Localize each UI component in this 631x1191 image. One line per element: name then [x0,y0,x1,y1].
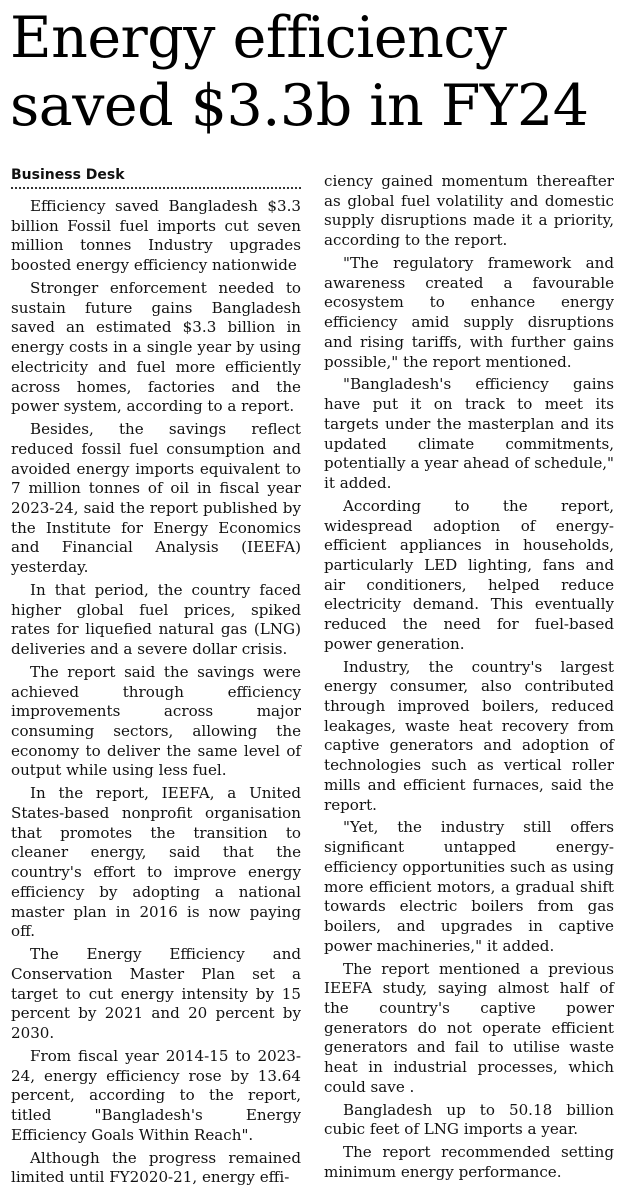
paragraph: Industry, the country's largest energy consumer, also contributed through improved boilers, reduced leakages, waste heat recovery from captive generators and adoption of technologies such as vertical roller mills and efficient furnaces, said the report. [324,657,614,814]
paragraph: Besides, the savings reflect reduced fossil fuel consumption and avoided energy imports equivalent to 7 million tonnes of oil in fiscal year 2023-24, said the report published by the Institute for Energy Economics and Financial Analysis (IEEFA) yesterday. [11,420,301,577]
article-column-left [11,166,301,1191]
paragraph: In the report, IEEFA, a United States-based nonprofit organisation that promotes the transition to cleaner energy, said that the country's effort to improve energy efficiency by adopting a national master plan in 2016 is now paying off. [11,784,301,941]
byline: Business Desk [11,166,301,189]
paragraph: "Bangladesh's efficiency gains have put it on track to meet its targets under the masterplan and its updated climate commitments, potentially a year ahead of schedule," it added. [324,375,614,492]
paragraph: Bangladesh up to 50.18 billion cubic feet of LNG imports a year. [324,1100,614,1139]
paragraph-continuation: ciency gained momentum thereafter as global fuel volatility and domestic supply disruptions made it a priority, according to the report. [324,172,614,250]
paragraph: Stronger enforcement needed to sustain future gains Bangladesh saved an estimated $3.3 billion in energy costs in a single year by using electricity and fuel more efficiently across homes, factories and the power system, according to a report. [11,279,301,416]
paragraph: According to the report, widespread adoption of energy-efficient appliances in households, particularly LED lighting, fans and air conditioners, helped reduce electricity demand. This eventually reduced the need for fuel-based power generation. [324,496,614,653]
headline-line-1: Energy efficiency [10,5,507,71]
paragraph: Efficiency saved Bangladesh $3.3 billion Fossil fuel imports cut seven million tonnes Industry upgrades boosted energy efficiency nationwide [11,197,301,275]
paragraph: The report mentioned a previous IEEFA study, saying almost half of the country's captive power generators do not operate efficient generators and fail to utilise waste heat in industrial processes, which could save . [324,959,614,1096]
paragraph: The report recommended setting minimum energy performance. [324,1143,614,1181]
headline-line-2: saved $3.3b in FY24 [10,73,589,139]
paragraph: The report said the savings were achieved through efficiency improvements across major consuming sectors, allowing the economy to deliver the same level of output while using less fuel. [11,662,301,780]
paragraph: From fiscal year 2014-15 to 2023-24, energy efficiency rose by 13.64 percent, according to the report, titled "Bangladesh's Energy Efficiency Goals Within Reach". [11,1046,301,1144]
paragraph: In that period, the country faced higher global fuel prices, spiked rates for liquefied natural gas (LNG) deliveries and a severe dollar crisis. [11,580,301,659]
headline [10,4,625,140]
article-column-right [324,172,614,1186]
paragraph: Although the progress remained limited until FY2020-21, energy effi- [11,1148,301,1187]
paragraph: "The regulatory framework and awareness created a favourable ecosystem to enhance energy efficiency amid supply disruptions and rising tariffs, with further gains possible," the report mentioned. [324,254,614,371]
paragraph: The Energy Efficiency and Conservation Master Plan set a target to cut energy intensity by 15 percent by 2021 and 20 percent by 2030. [11,945,301,1042]
paragraph: "Yet, the industry still offers significant untapped energy-efficiency opportunities such as using more efficient motors, a gradual shift towards electric boilers from gas boilers, and upgrades in captive power machineries," it added. [324,818,614,955]
